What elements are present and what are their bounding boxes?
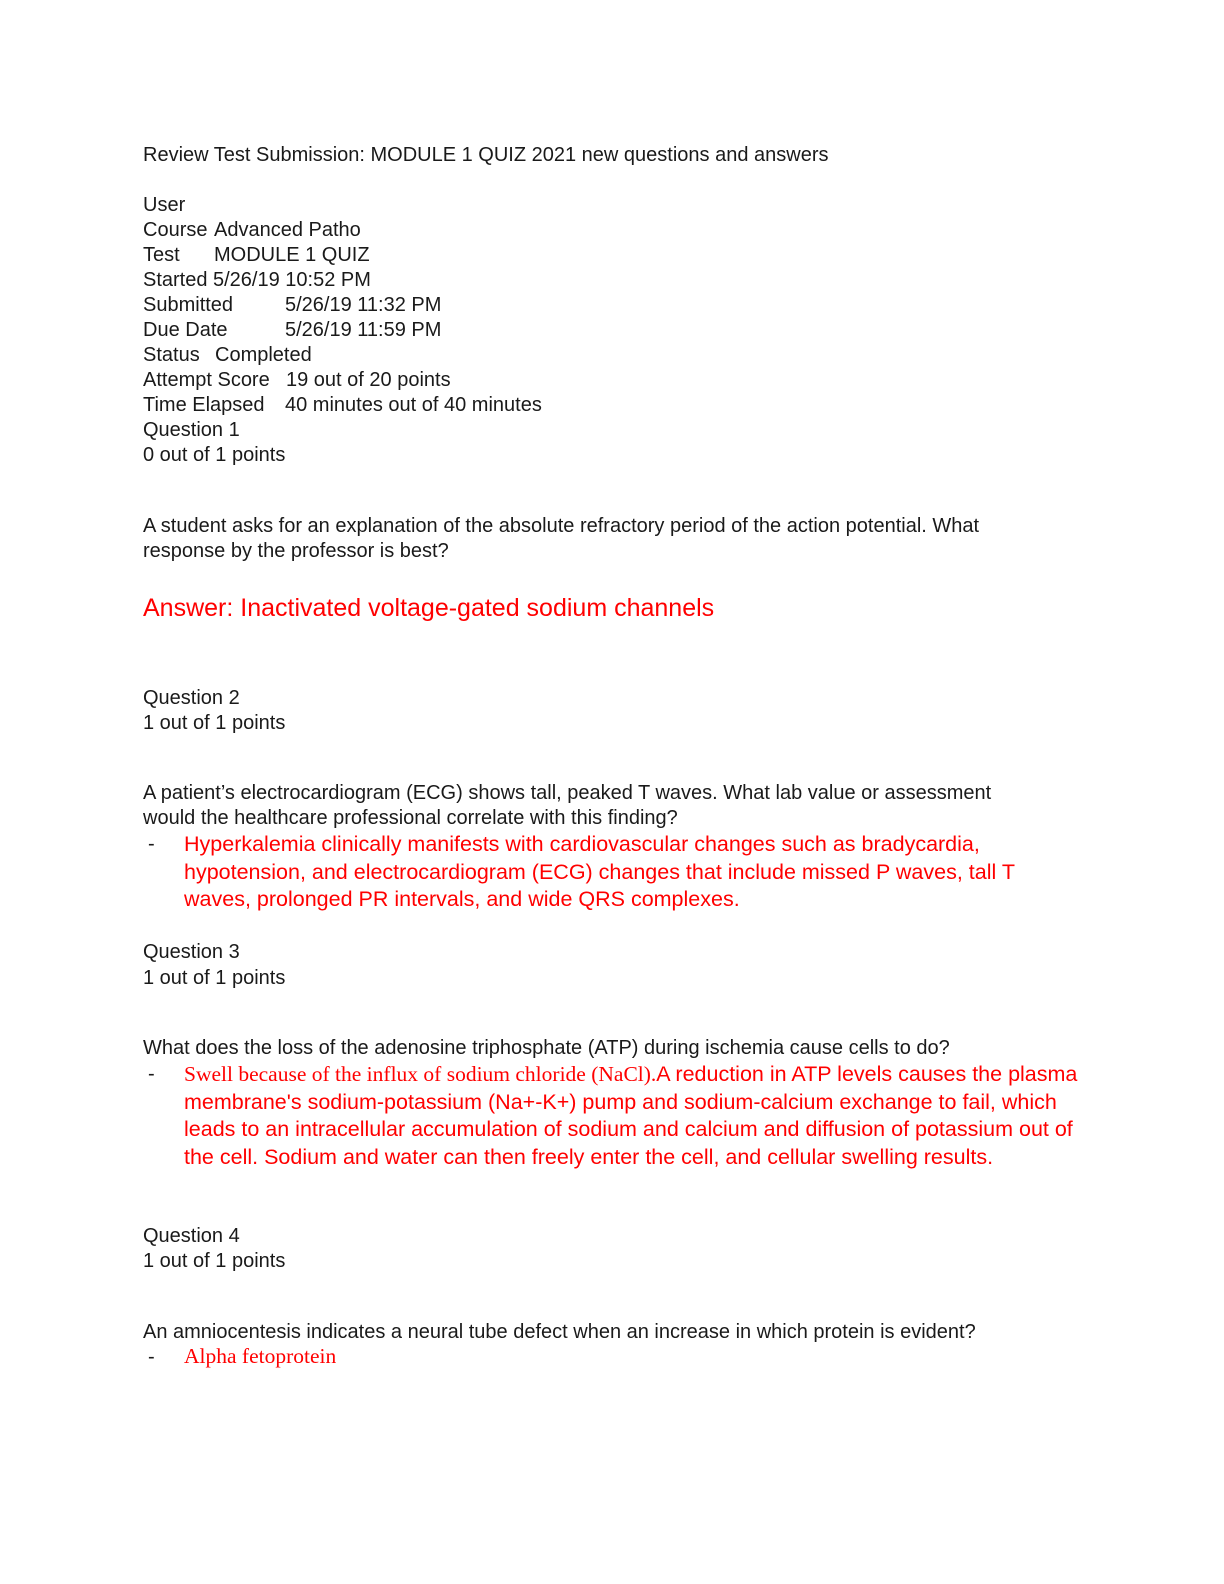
- question-points: 1 out of 1 points: [143, 712, 286, 734]
- started-label: Started: [143, 269, 208, 291]
- submitted-value: 5/26/19 11:32 PM: [285, 294, 442, 316]
- status-value: Completed: [215, 344, 312, 366]
- score-value: 19 out of 20 points: [286, 369, 451, 391]
- question-text: What does the loss of the adenosine triphosphate (ATP) during ischemia cause cells to do?: [143, 1037, 950, 1059]
- course-value: Advanced Patho: [214, 219, 361, 241]
- question-points: 1 out of 1 points: [143, 1250, 286, 1272]
- due-value: 5/26/19 11:59 PM: [285, 319, 442, 341]
- question-text: would the healthcare professional correlate with this finding?: [143, 807, 678, 829]
- question-text: response by the professor is best?: [143, 540, 449, 562]
- test-label: Test: [143, 244, 180, 266]
- elapsed-label: Time Elapsed: [143, 394, 265, 416]
- status-label: Status: [143, 344, 200, 366]
- bullet-dash: -: [148, 1063, 155, 1085]
- question-text: An amniocentesis indicates a neural tube defect when an increase in which protein is evident?: [143, 1321, 976, 1343]
- question-label: Question 4: [143, 1225, 240, 1247]
- bullet-dash: -: [148, 1346, 155, 1368]
- answer-text: Alpha fetoprotein: [184, 1344, 337, 1368]
- question-label: Question 1: [143, 419, 240, 441]
- answer-explanation: A reduction in ATP levels causes the plasma membrane's sodium-potassium (Na+-K+) pump and sodium-calcium exchange to fail, which leads to an intracellular accumulation of sodium and calcium and diffusion of potassium out of the cell. Sodium and water can then freely enter the cell, and cellular swelling results.: [184, 1062, 1078, 1169]
- test-value: MODULE 1 QUIZ: [214, 244, 370, 266]
- started-value: 5/26/19 10:52 PM: [213, 269, 371, 291]
- score-label: Attempt Score: [143, 369, 270, 391]
- answer-text: Answer: Inactivated voltage-gated sodium channels: [143, 594, 715, 622]
- question-text: A patient’s electrocardiogram (ECG) shows tall, peaked T waves. What lab value or assessment: [143, 782, 992, 804]
- course-label: Course: [143, 219, 208, 241]
- user-label: User: [143, 194, 186, 216]
- page-title: Review Test Submission: MODULE 1 QUIZ 2021 new questions and answers: [143, 144, 829, 166]
- bullet-dash: -: [148, 833, 155, 855]
- elapsed-value: 40 minutes out of 40 minutes: [285, 394, 542, 416]
- due-label: Due Date: [143, 319, 228, 341]
- question-points: 0 out of 1 points: [143, 444, 286, 466]
- question-label: Question 3: [143, 941, 240, 963]
- question-label: Question 2: [143, 687, 240, 709]
- answer-lead: Swell because of the influx of sodium chloride (NaCl).: [184, 1062, 657, 1086]
- submitted-label: Submitted: [143, 294, 234, 316]
- answer-text: Hyperkalemia clinically manifests with cardiovascular changes such as bradycardia, hypotension, and electrocardiogram (ECG) changes that include missed P waves, tall T waves, prolonged PR intervals, and wide QRS complexes.: [184, 832, 1015, 911]
- question-text: A student asks for an explanation of the absolute refractory period of the action potential. What: [143, 515, 980, 537]
- question-points: 1 out of 1 points: [143, 967, 286, 989]
- answer-text: [184, 1061, 1084, 1171]
